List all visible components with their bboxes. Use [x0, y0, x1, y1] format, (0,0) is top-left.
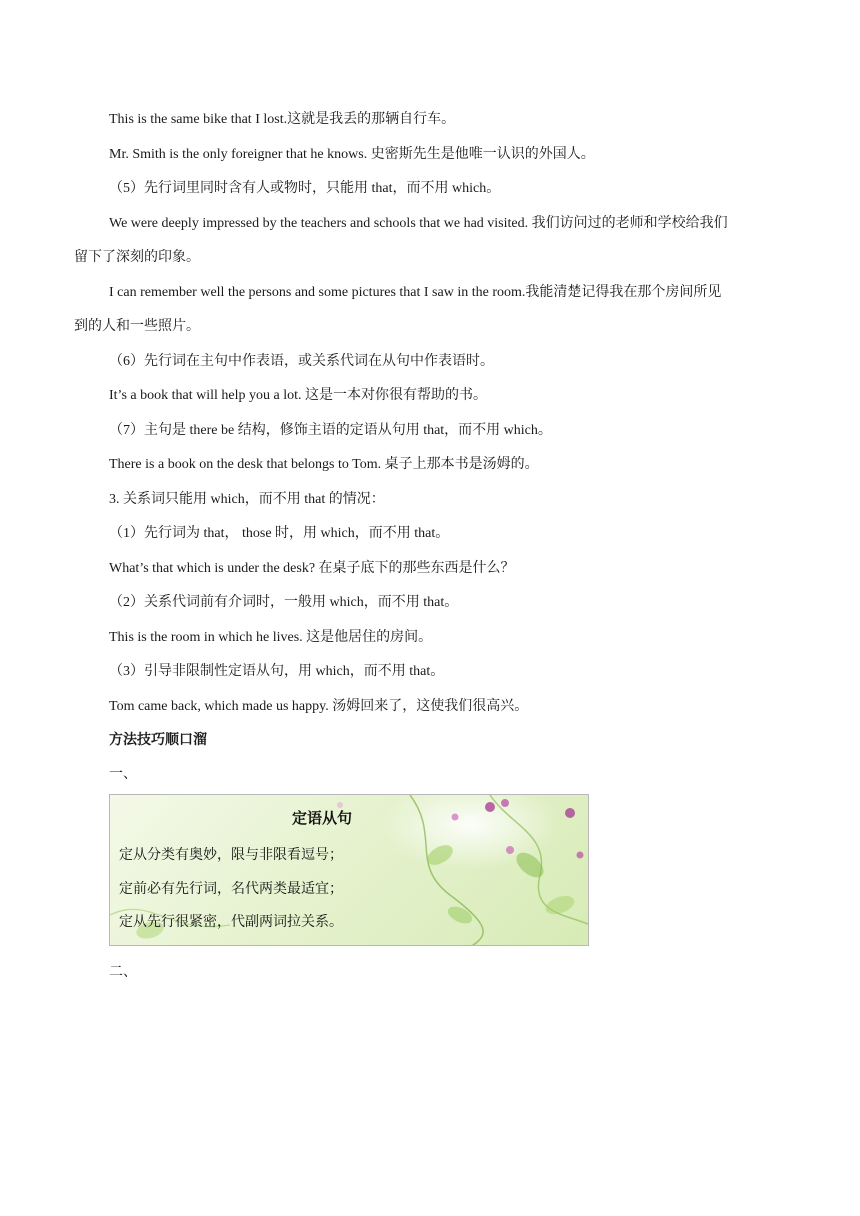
poem-title: 定语从句 [291, 809, 352, 827]
section-heading: 3. 关系词只能用 which，而不用 that 的情况： [109, 492, 385, 507]
paragraph-line: What’s that which is under the desk? 在桌子底下的那些东西是什么？ [109, 561, 515, 576]
paragraph-line: There is a book on the desk that belongs to Tom. 桌子上那本书是汤姆的。 [109, 457, 539, 472]
poem-line: 定前必有先行词，名代两类最适宜； [119, 881, 343, 897]
paragraph-line: 留下了深刻的印象。 [74, 250, 200, 265]
tips-heading: 方法技巧顺口溜 [109, 733, 207, 748]
rule-heading: （1）先行词为 that， those 时，用 which，而不用 that。 [109, 526, 450, 541]
paragraph-line: It’s a book that will help you a lot. 这是一本对你很有帮助的书。 [109, 388, 487, 403]
poem-line: 定从分类有奥妙，限与非限看逗号； [119, 847, 343, 863]
paragraph-line: This is the same bike that I lost.这就是我丢的那辆自行车。 [109, 112, 456, 127]
mnemonic-image [109, 794, 589, 946]
item-one-label: 一、 [109, 767, 137, 782]
paragraph-line: This is the room in which he lives. 这是他居住的房间。 [109, 630, 433, 645]
paragraph-line: I can remember well the persons and some pictures that I saw in the room.我能清楚记得我在那个房间所见 [109, 285, 722, 300]
rule-heading: （3）引导非限制性定语从句，用 which，而不用 that。 [109, 664, 445, 679]
rule-heading: （2）关系代词前有介词时，一般用 which，而不用 that。 [109, 595, 459, 610]
paragraph-line: 到的人和一些照片。 [74, 319, 200, 334]
rule-heading: （5）先行词里同时含有人或物时，只能用 that，而不用 which。 [109, 181, 501, 196]
rule-heading: （6）先行词在主句中作表语，或关系代词在从句中作表语时。 [109, 354, 494, 369]
rule-heading: （7）主句是 there be 结构，修饰主语的定语从句用 that，而不用 which。 [109, 423, 552, 438]
paragraph-line: Tom came back, which made us happy. 汤姆回来了，这使我们很高兴。 [109, 699, 529, 714]
poem-line: 定从先行很紧密，代副两词拉关系。 [119, 914, 343, 930]
paragraph-line: We were deeply impressed by the teachers and schools that we had visited. 我们访问过的老师和学校给我们 [109, 216, 728, 231]
item-two-label: 二、 [109, 965, 137, 980]
paragraph-line: Mr. Smith is the only foreigner that he knows. 史密斯先生是他唯一认识的外国人。 [109, 147, 595, 162]
